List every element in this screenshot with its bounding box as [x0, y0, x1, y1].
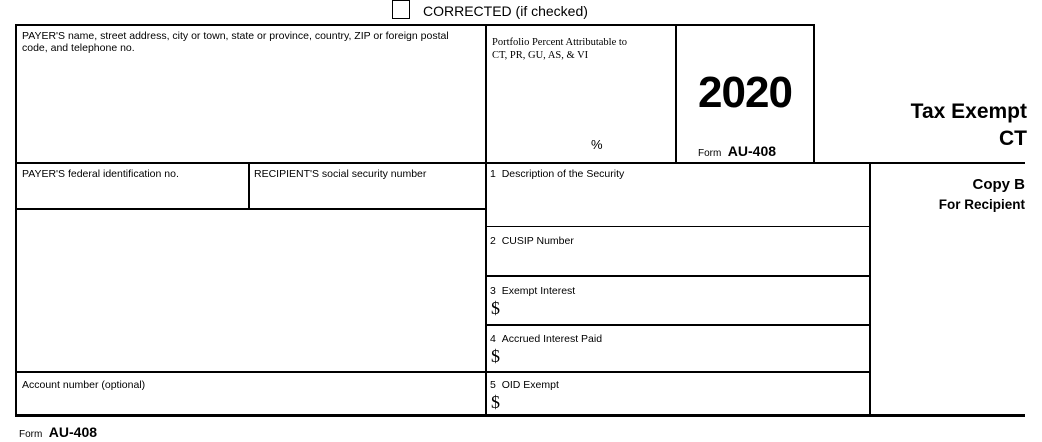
top-rule	[15, 24, 815, 26]
tax-year: 2020	[698, 68, 792, 117]
portfolio-label-line2: CT, PR, GU, AS, & VI	[492, 50, 589, 61]
rule-below-header	[15, 162, 1025, 164]
box-label: Exempt Interest	[501, 285, 576, 297]
bottom-rule	[15, 414, 1025, 417]
rule-box3-box4	[486, 324, 870, 326]
payer-federal-id-field[interactable]: PAYER'S federal identification no.	[22, 168, 179, 180]
box-label: Accrued Interest Paid	[501, 333, 603, 345]
copy-divider	[869, 162, 871, 417]
copy-line1: Copy B	[972, 176, 1025, 193]
payer-info-field[interactable]: PAYER'S name, street address, city or town, state or province, country, ZIP or foreign postal code, and telephone no.	[22, 30, 449, 54]
rule-box4-box5	[15, 371, 870, 373]
box-number: 5	[490, 379, 496, 391]
rule-box2-box3	[486, 275, 870, 277]
form-word: Form	[698, 148, 722, 159]
box-number: 4	[490, 333, 496, 345]
title-line2: CT	[999, 127, 1027, 150]
footer-form-word: Form	[19, 429, 43, 440]
footer-form-number: AU-408	[48, 424, 98, 440]
box-label: Description of the Security	[501, 168, 625, 180]
recipient-ssn-field[interactable]: RECIPIENT'S social security number	[254, 168, 427, 180]
dollar-sign: $	[491, 392, 500, 412]
box-4-accrued-interest-field[interactable]	[490, 333, 602, 345]
dollar-sign: $	[491, 298, 500, 318]
percent-sign: %	[591, 137, 603, 152]
middle-divider	[485, 24, 487, 417]
box-label: CUSIP Number	[501, 235, 574, 247]
rule-below-ids	[15, 208, 486, 210]
title-line1: Tax Exempt	[910, 100, 1027, 123]
year-box-right	[813, 24, 815, 164]
rule-box1-box2	[486, 226, 870, 227]
box-label: OID Exempt	[501, 379, 559, 391]
box-2-cusip-field[interactable]	[490, 235, 574, 247]
box-number: 1	[490, 168, 496, 180]
left-border	[15, 24, 17, 417]
box-3-exempt-interest-field[interactable]	[490, 285, 575, 297]
corrected-label: CORRECTED (if checked)	[423, 3, 588, 19]
copy-line2: For Recipient	[938, 197, 1025, 212]
copy-designation	[939, 175, 1025, 215]
box-1-description-field[interactable]	[490, 168, 624, 180]
dollar-sign: $	[491, 346, 500, 366]
footer-form-id	[19, 424, 97, 442]
box-5-oid-exempt-field[interactable]	[490, 379, 559, 391]
corrected-checkbox[interactable]	[392, 0, 410, 19]
account-number-field[interactable]: Account number (optional)	[22, 379, 146, 391]
box-number: 2	[490, 235, 496, 247]
portfolio-percent-field[interactable]	[492, 36, 627, 62]
box-number: 3	[490, 285, 496, 297]
ids-divider	[248, 162, 250, 210]
year-box-form-id	[698, 143, 776, 161]
form-number: AU-408	[727, 143, 777, 159]
form-title	[911, 98, 1027, 152]
portfolio-label-line1: Portfolio Percent Attributable to	[492, 37, 628, 48]
